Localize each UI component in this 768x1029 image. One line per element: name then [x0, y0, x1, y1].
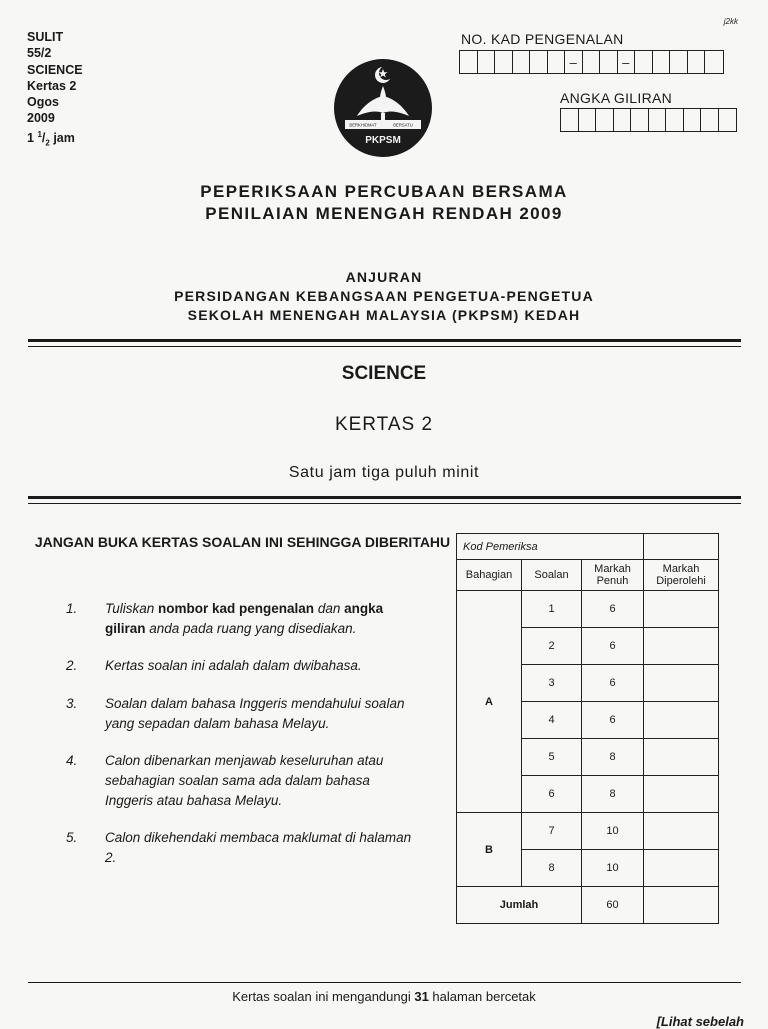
do-not-open-warning: JANGAN BUKA KERTAS SOALAN INI SEHINGGA DIBERITAHU [34, 534, 451, 550]
examiner-code-field[interactable] [644, 534, 719, 560]
subject-title: SCIENCE [341, 363, 427, 384]
full-marks: 10 [582, 850, 644, 887]
ic-box[interactable] [635, 51, 653, 73]
header-full-marks: Markah Penuh [582, 560, 644, 591]
examiner-code-label: Kod Pemeriksa [457, 534, 644, 560]
marks-obtained-cell[interactable] [644, 739, 719, 776]
paper-codes [27, 29, 83, 152]
examiner-marks-table [456, 533, 719, 924]
ic-box-dash: – [618, 51, 636, 73]
code-line: SULIT [27, 30, 64, 44]
ic-box[interactable] [688, 51, 706, 73]
ic-box[interactable] [530, 51, 548, 73]
code-line: 55/2 [27, 46, 52, 61]
paper-number: KERTAS 2 [334, 414, 434, 435]
marks-obtained-cell[interactable] [644, 665, 719, 702]
header-section: Bahagian [457, 560, 522, 591]
section-b: B [457, 813, 522, 887]
index-box[interactable] [649, 109, 667, 131]
index-box[interactable] [579, 109, 597, 131]
divider [28, 346, 741, 347]
question-number: 7 [522, 813, 582, 850]
ic-box[interactable] [600, 51, 618, 73]
header-marks-obtained: Markah Diperolehi [644, 560, 719, 591]
marks-obtained-cell[interactable] [644, 591, 719, 628]
corner-mark: j2kk [723, 17, 738, 26]
logo-text: PKPSM [365, 135, 401, 146]
total-obtained-cell[interactable] [644, 887, 719, 924]
index-box[interactable] [666, 109, 684, 131]
index-number-boxes[interactable] [560, 108, 737, 132]
full-marks: 8 [582, 739, 644, 776]
code-line: Kertas 2 [27, 78, 77, 93]
index-box[interactable] [701, 109, 719, 131]
ic-box[interactable] [478, 51, 496, 73]
ic-box[interactable] [495, 51, 513, 73]
question-number: 4 [522, 702, 582, 739]
full-marks: 6 [582, 628, 644, 665]
ic-box[interactable] [548, 51, 566, 73]
exam-duration: Satu jam tiga puluh minit [288, 464, 480, 481]
question-number: 5 [522, 739, 582, 776]
total-label: Jumlah [457, 887, 582, 924]
full-marks: 6 [582, 665, 644, 702]
ic-box[interactable] [670, 51, 688, 73]
marks-obtained-cell[interactable] [644, 850, 719, 887]
index-box[interactable] [596, 109, 614, 131]
divider [28, 503, 741, 504]
marks-obtained-cell[interactable] [644, 813, 719, 850]
logo-arc-right: BERSATU [393, 122, 413, 128]
divider [28, 496, 741, 499]
ic-box[interactable] [460, 51, 478, 73]
page-count-note: Kertas soalan ini mengandungi 31 halaman bercetak [232, 989, 536, 1004]
page-count: 31 [414, 989, 429, 1004]
turn-over-note: [Lihat sebelah [656, 1014, 744, 1029]
index-box[interactable] [684, 109, 702, 131]
question-number: 2 [522, 628, 582, 665]
ic-box[interactable] [705, 51, 723, 73]
divider [28, 339, 741, 342]
instruction-item: 2. Kertas soalan ini adalah dalam dwibahasa. [66, 658, 362, 673]
header-question: Soalan [522, 560, 582, 591]
index-box[interactable] [561, 109, 579, 131]
full-marks: 6 [582, 591, 644, 628]
full-marks: 8 [582, 776, 644, 813]
instruction-item: 4. Calon dibenarkan menjawab keseluruhan atau sebahagian soalan sama ada dalam bahasa Inggeris atau bahasa Melayu. [66, 753, 384, 808]
code-line: SCIENCE [27, 62, 83, 77]
code-line: 2009 [27, 111, 55, 126]
ic-number-boxes[interactable] [459, 50, 724, 74]
total-full-marks: 60 [582, 887, 644, 924]
instruction-item: 3. Soalan dalam bahasa Inggeris mendahului soalan yang sepadan dalam bahasa Melayu. [66, 696, 405, 731]
logo-arc-left: BERKHIDMAT [349, 122, 377, 128]
ic-box-dash: – [565, 51, 583, 73]
marks-obtained-cell[interactable] [644, 776, 719, 813]
ic-box[interactable] [583, 51, 601, 73]
divider [28, 982, 741, 983]
section-a: A [457, 591, 522, 813]
question-number: 6 [522, 776, 582, 813]
index-box[interactable] [614, 109, 632, 131]
exam-title: PEPERIKSAAN PERCUBAAN BERSAMA PENILAIAN MENENGAH RENDAH 2009 [200, 182, 568, 223]
question-number: 3 [522, 665, 582, 702]
full-marks: 10 [582, 813, 644, 850]
organiser: ANJURAN PERSIDANGAN KEBANGSAAN PENGETUA-PENGETUA SEKOLAH MENENGAH MALAYSIA (PKPSM) KEDAH [174, 269, 594, 323]
question-number: 1 [522, 591, 582, 628]
index-box[interactable] [631, 109, 649, 131]
instruction-item: 5. Calon dikehendaki membaca maklumat di halaman 2. [66, 830, 412, 865]
duration-code: 1 $^1/_2$ jam [27, 129, 75, 148]
marks-obtained-cell[interactable] [644, 702, 719, 739]
marks-obtained-cell[interactable] [644, 628, 719, 665]
ic-box[interactable] [653, 51, 671, 73]
question-number: 8 [522, 850, 582, 887]
index-box[interactable] [719, 109, 737, 131]
ic-label: NO. KAD PENGENALAN [461, 31, 624, 47]
full-marks: 6 [582, 702, 644, 739]
code-line: Ogos [27, 95, 59, 110]
ic-box[interactable] [513, 51, 531, 73]
pkpsm-logo [333, 58, 433, 158]
instruction-item: 1. Tuliskan nombor kad pengenalan dan angka giliran anda pada ruang yang disediakan. [66, 601, 384, 636]
index-label: ANGKA GILIRAN [560, 90, 673, 106]
